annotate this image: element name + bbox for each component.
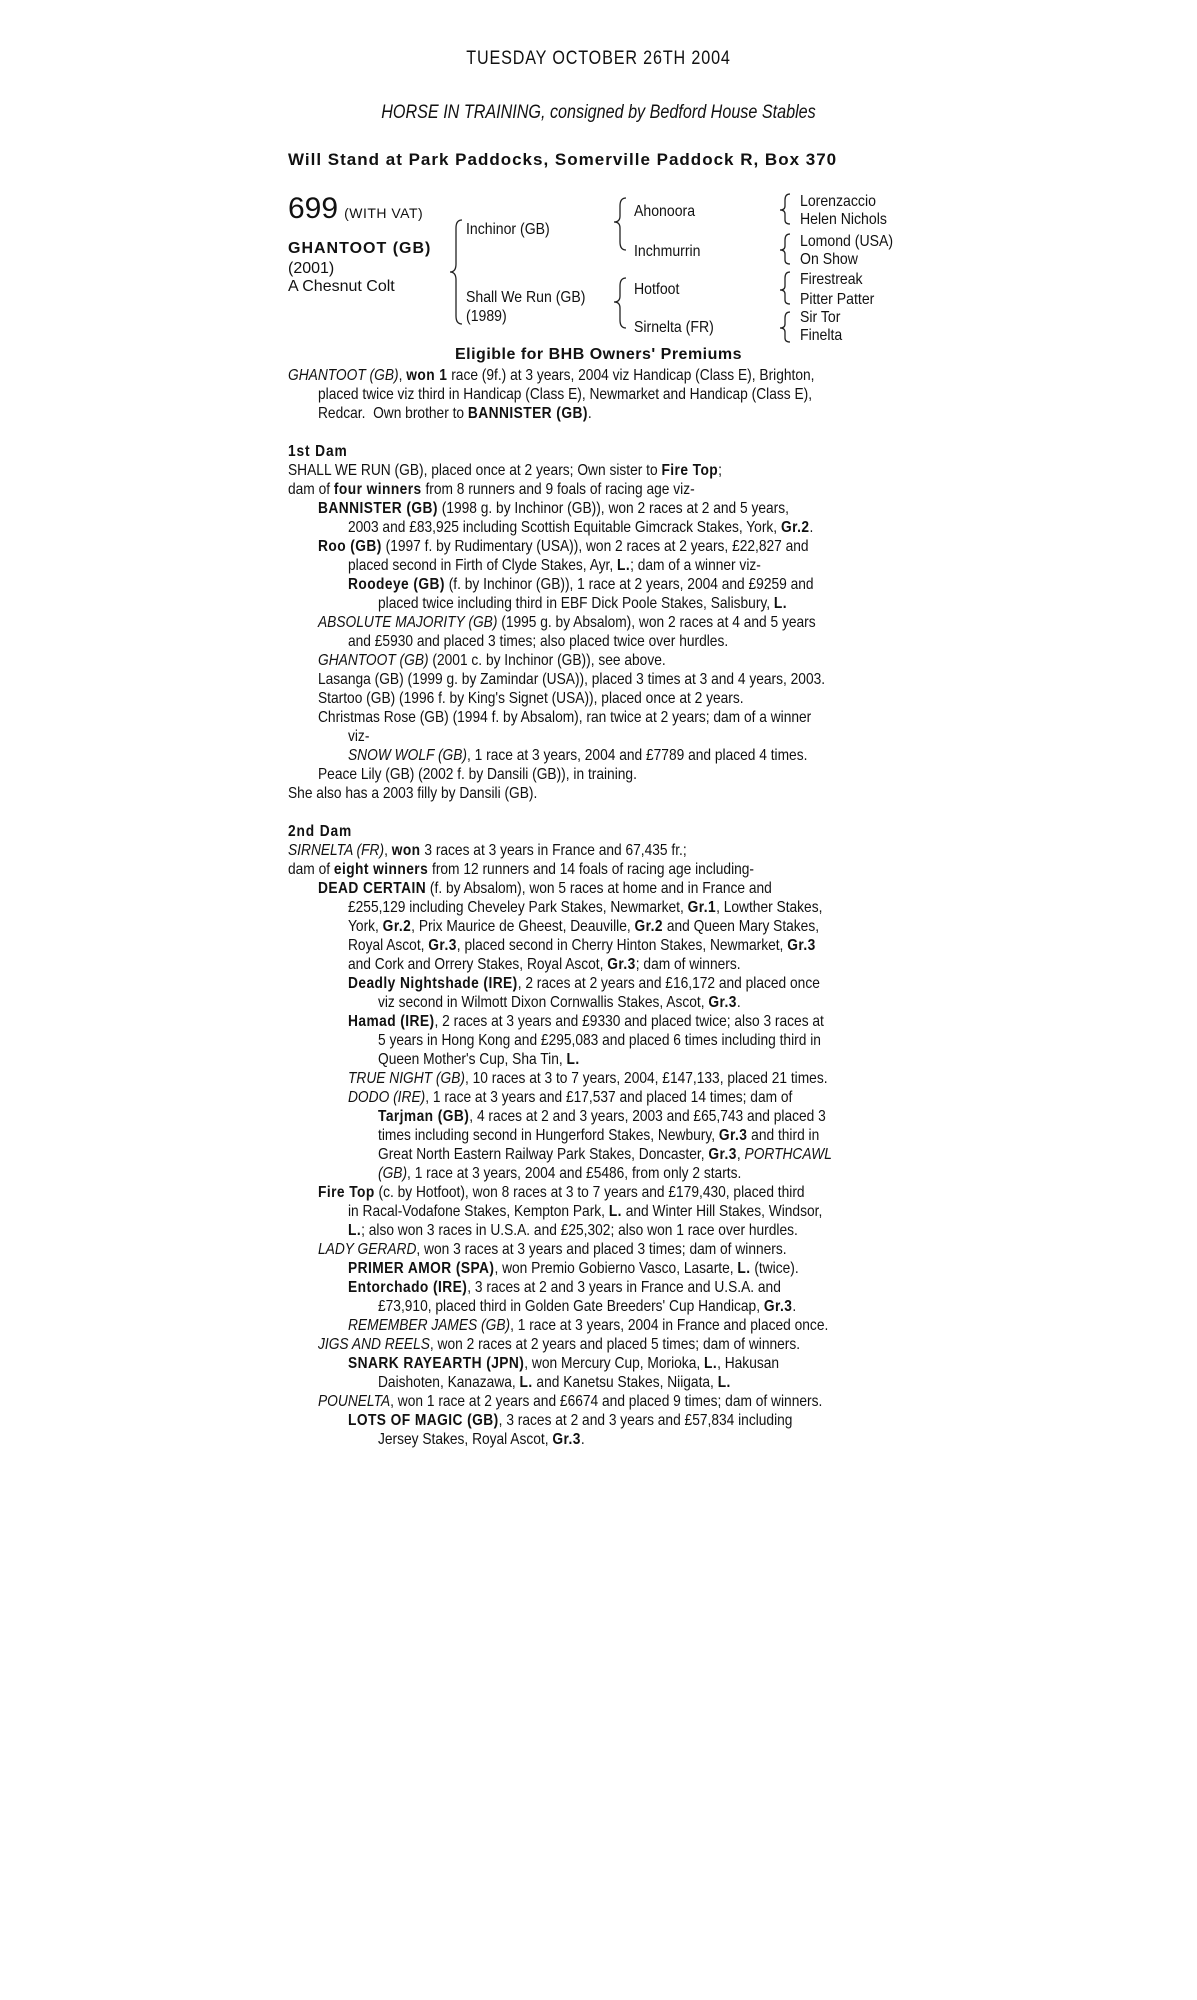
- text-line: SHALL WE RUN (GB), placed once at 2 years; Own sister to Fire Top;: [288, 462, 722, 479]
- text-line: in Racal-Vodafone Stakes, Kempton Park, L. and Winter Hill Stakes, Windsor,: [348, 1203, 823, 1220]
- dam-sire: Hotfoot: [634, 281, 680, 298]
- text-line: BANNISTER (GB) (1998 g. by Inchinor (GB)), won 2 races at 2 and 5 years,: [318, 500, 789, 517]
- text-line: Peace Lily (GB) (2002 f. by Dansili (GB)), in training.: [318, 766, 637, 783]
- horse-name: GHANTOOT (GB): [288, 240, 432, 257]
- text-line: SNOW WOLF (GB), 1 race at 3 years, 2004 and £7789 and placed 4 times.: [348, 747, 808, 764]
- text-line: placed twice including third in EBF Dick Poole Stakes, Salisbury, L.: [378, 595, 787, 612]
- text-line: and Cork and Orrery Stakes, Royal Ascot, Gr.3; dam of winners.: [348, 956, 741, 973]
- text-line: GHANTOOT (GB) (2001 c. by Inchinor (GB)), see above.: [318, 652, 666, 669]
- dam: Shall We Run (GB): [466, 289, 586, 306]
- text-line: Entorchado (IRE), 3 races at 2 and 3 years in France and U.S.A. and: [348, 1279, 781, 1296]
- gg-dam-1: Helen Nichols: [800, 211, 887, 228]
- text-line: POUNELTA, won 1 race at 2 years and £6674 and placed 9 times; dam of winners.: [318, 1393, 823, 1410]
- text-line: Hamad (IRE), 2 races at 3 years and £9330 and placed twice; also 3 races at: [348, 1013, 824, 1030]
- lot-number: 699: [288, 192, 339, 225]
- text-line: SIRNELTA (FR), won 3 races at 3 years in France and 67,435 fr.;: [288, 842, 687, 859]
- gg-sire-3: Firestreak: [800, 271, 863, 288]
- text-line: Jersey Stakes, Royal Ascot, Gr.3.: [378, 1431, 585, 1448]
- horse-year: (2001): [288, 260, 335, 277]
- text-line: Great North Eastern Railway Park Stakes, Doncaster, Gr.3, PORTHCAWL: [378, 1146, 832, 1163]
- pedigree-brackets: [0, 0, 1197, 360]
- text-line: £255,129 including Cheveley Park Stakes, Newmarket, Gr.1, Lowther Stakes,: [348, 899, 823, 916]
- text-line: 2nd Dam: [288, 823, 353, 840]
- text-line: placed second in Firth of Clyde Stakes, Ayr, L.; dam of a winner viz-: [348, 557, 761, 574]
- text-line: LADY GERARD, won 3 races at 3 years and placed 3 times; dam of winners.: [318, 1241, 787, 1258]
- text-line: Deadly Nightshade (IRE), 2 races at 2 years and £16,172 and placed once: [348, 975, 820, 992]
- gg-sire-2: Lomond (USA): [800, 233, 894, 250]
- text-line: Startoo (GB) (1996 f. by King's Signet (USA)), placed once at 2 years.: [318, 690, 744, 707]
- text-line: LOTS OF MAGIC (GB), 3 races at 2 and 3 years and £57,834 including: [348, 1412, 793, 1429]
- text-line: viz second in Wilmott Dixon Cornwallis Stakes, Ascot, Gr.3.: [378, 994, 741, 1011]
- sale-date: TUESDAY OCTOBER 26TH 2004: [466, 48, 731, 69]
- text-line: placed twice viz third in Handicap (Class E), Newmarket and Handicap (Class E),: [318, 386, 813, 403]
- text-line: (GB), 1 race at 3 years, 2004 and £5486, from only 2 starts.: [378, 1165, 742, 1182]
- text-line: 5 years in Hong Kong and £295,083 and placed 6 times including third in: [378, 1032, 821, 1049]
- text-line: Royal Ascot, Gr.3, placed second in Cherry Hinton Stakes, Newmarket, Gr.3: [348, 937, 816, 954]
- sire-sire: Ahonoora: [634, 203, 696, 220]
- premiums-eligibility: Eligible for BHB Owners' Premiums: [454, 346, 743, 363]
- consignment-line: HORSE IN TRAINING, consigned by Bedford House Stables: [381, 102, 816, 123]
- text-line: She also has a 2003 filly by Dansili (GB).: [288, 785, 538, 802]
- text-line: REMEMBER JAMES (GB), 1 race at 3 years, 2004 in France and placed once.: [348, 1317, 829, 1334]
- dam-year: (1989): [466, 308, 507, 325]
- text-line: York, Gr.2, Prix Maurice de Gheest, Deauville, Gr.2 and Queen Mary Stakes,: [348, 918, 820, 935]
- gg-dam-2: On Show: [800, 251, 858, 268]
- pedigree-notes: [288, 366, 912, 1449]
- text-line: Roodeye (GB) (f. by Inchinor (GB)), 1 race at 2 years, 2004 and £9259 and: [348, 576, 814, 593]
- text-line: times including second in Hungerford Stakes, Newbury, Gr.3 and third in: [378, 1127, 820, 1144]
- stand-location: Will Stand at Park Paddocks, Somerville Paddock R, Box 370: [288, 150, 838, 169]
- text-line: TRUE NIGHT (GB), 10 races at 3 to 7 years, 2004, £147,133, placed 21 times.: [348, 1070, 828, 1087]
- text-line: £73,910, placed third in Golden Gate Breeders' Cup Handicap, Gr.3.: [378, 1298, 797, 1315]
- dam-dam: Sirnelta (FR): [634, 319, 714, 336]
- text-line: JIGS AND REELS, won 2 races at 2 years and placed 5 times; dam of winners.: [318, 1336, 801, 1353]
- text-line: Lasanga (GB) (1999 g. by Zamindar (USA)), placed 3 times at 3 and 4 years, 2003.: [318, 671, 826, 688]
- text-line: DODO (IRE), 1 race at 3 years and £17,537 and placed 14 times; dam of: [348, 1089, 793, 1106]
- text-line: DEAD CERTAIN (f. by Absalom), won 5 races at home and in France and: [318, 880, 772, 897]
- blank-line: [288, 423, 825, 442]
- gg-sire-1: Lorenzaccio: [800, 193, 876, 210]
- text-line: 1st Dam: [288, 443, 348, 460]
- vat-note: (WITH VAT): [344, 205, 424, 221]
- text-line: SNARK RAYEARTH (JPN), won Mercury Cup, Morioka, L., Hakusan: [348, 1355, 780, 1372]
- text-line: PRIMER AMOR (SPA), won Premio Gobierno Vasco, Lasarte, L. (twice).: [348, 1260, 799, 1277]
- text-line: Christmas Rose (GB) (1994 f. by Absalom), ran twice at 2 years; dam of a winner: [318, 709, 812, 726]
- text-line: Daishoten, Kanazawa, L. and Kanetsu Stakes, Niigata, L.: [378, 1374, 731, 1391]
- text-line: 2003 and £83,925 including Scottish Equitable Gimcrack Stakes, York, Gr.2.: [348, 519, 814, 536]
- text-line: Roo (GB) (1997 f. by Rudimentary (USA)), won 2 races at 2 years, £22,827 and: [318, 538, 809, 555]
- text-line: ABSOLUTE MAJORITY (GB) (1995 g. by Absalom), won 2 races at 4 and 5 years: [318, 614, 816, 631]
- text-line: Fire Top (c. by Hotfoot), won 8 races at 3 to 7 years and £179,430, placed third: [318, 1184, 805, 1201]
- sire: Inchinor (GB): [466, 221, 550, 238]
- gg-sire-4: Sir Tor: [800, 309, 841, 326]
- text-line: Tarjman (GB), 4 races at 2 and 3 years, 2003 and £65,743 and placed 3: [378, 1108, 826, 1125]
- text-line: and £5930 and placed 3 times; also placed twice over hurdles.: [348, 633, 729, 650]
- gg-dam-4: Finelta: [800, 327, 843, 344]
- blank-line: [288, 803, 825, 822]
- text-line: dam of four winners from 8 runners and 9 foals of racing age viz-: [288, 481, 695, 498]
- text-line: Redcar. Own brother to BANNISTER (GB).: [318, 405, 592, 422]
- sire-dam: Inchmurrin: [634, 243, 701, 260]
- text-line: L.; also won 3 races in U.S.A. and £25,302; also won 1 race over hurdles.: [348, 1222, 798, 1239]
- gg-dam-3: Pitter Patter: [800, 291, 875, 308]
- text-line: Queen Mother's Cup, Sha Tin, L.: [378, 1051, 580, 1068]
- text-line: GHANTOOT (GB), won 1 race (9f.) at 3 years, 2004 viz Handicap (Class E), Brighton,: [288, 367, 815, 384]
- horse-description: A Chesnut Colt: [288, 278, 395, 295]
- text-line: dam of eight winners from 12 runners and 14 foals of racing age including-: [288, 861, 755, 878]
- text-line: viz-: [348, 728, 370, 745]
